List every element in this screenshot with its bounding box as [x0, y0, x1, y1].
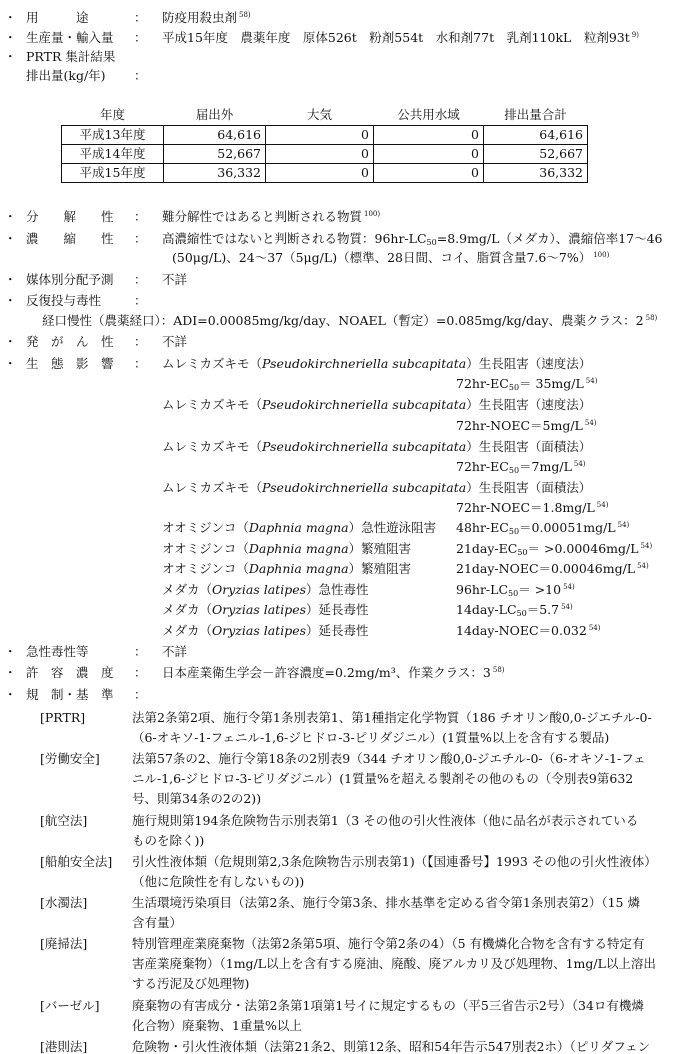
regulation-text: 法第2条第2項、施行令第1条別表第1、第1種指定化学物質（186 チオリン酸0,0-ジエチル-0- [132, 710, 652, 725]
label-kyusei: 急性毒性等 [26, 644, 89, 659]
table-cell: 平成13年度 [62, 126, 164, 145]
table-row [62, 145, 588, 164]
table-row [62, 126, 588, 145]
label-prtr: PRTR 集計結果 [26, 49, 116, 64]
eco-organism: メダカ（Oryzias latipes）急性毒性 [162, 582, 369, 597]
value-kyusei: 不詳 [162, 644, 188, 659]
eco-organism: ムレミカズキモ（Pseudokirchneriella subcapitata）生長阻害（速度法） [162, 356, 592, 371]
value-noshuku-line1: 高濃縮性ではないと判断される物質：$96hr-LC_{50}=8.9mg/L$（メダカ）、濃縮倍率17～46 [162, 231, 663, 247]
table-cell: 平成14年度 [62, 145, 164, 164]
colon: ： [134, 10, 147, 25]
table-cell: 52,667 [484, 145, 588, 164]
prtr-table [61, 106, 588, 183]
table-cell: 0 [374, 164, 484, 183]
regulation-text: 特別管理産業廃棄物（法第2条第5項、施行令第2条の4）（5 有機燐化合物を含有する特定有 [132, 936, 645, 951]
table-header-row [62, 106, 588, 126]
eco-organism: オオミジンコ（Daphnia magna）繁殖阻害 [162, 541, 412, 556]
label-noshuku: 濃 縮 性 [26, 231, 114, 246]
bullet: ・ [4, 687, 17, 702]
regulation-text: 含有量） [132, 915, 183, 930]
eco-result: $72hr-EC_{50}=7mg/L$ $^{54)}$ [456, 459, 586, 475]
eco-result: $96hr-LC_{50}= >10$ $^{54)}$ [456, 582, 575, 598]
table-cell: 64,616 [484, 126, 588, 145]
value-yoto: 防疫用殺虫剤 $^{58)}$ [162, 10, 251, 25]
eco-organism: ムレミカズキモ（Pseudokirchneriella subcapitata）生長阻害（速度法） [162, 397, 592, 412]
colon: ： [134, 209, 147, 224]
value-bunkai: 難分解性ではあると判断される物質 $^{100)}$ [162, 209, 381, 224]
table-cell: 64,616 [164, 126, 266, 145]
regulation-text: 号、則第34条の2の2)) [132, 791, 262, 806]
colon: ： [134, 293, 147, 308]
label-prtr-unit: 排出量(kg/年) [26, 68, 106, 83]
regulation-text: 危険物・引火性液体類（法第21条2、則第12条、昭和54年告示547別表2ホ）（ピリダフェン [132, 1039, 651, 1054]
regulation-text: （他に危険性を有しないもの)) [132, 874, 305, 889]
bullet: ・ [4, 272, 17, 287]
colon: ： [134, 30, 147, 45]
column-header: 公共用水域 [397, 107, 460, 123]
table-cell: 36,332 [484, 164, 588, 183]
bullet: ・ [4, 231, 17, 246]
colon: ： [134, 665, 147, 680]
regulation-text: 生活環境汚染項目（法第2条、施行令第3条、排水基準を定める省令第1条別表第2）（15 燐 [132, 895, 640, 910]
regulation-text: 施行規則第194条危険物告示別表第1（3 その他の引火性液体（他に品名が表示されている [132, 813, 639, 828]
colon: ： [134, 272, 147, 287]
regulation-tag: [バーゼル] [40, 998, 100, 1013]
bullet: ・ [4, 356, 17, 371]
eco-organism: メダカ（Oryzias latipes）延長毒性 [162, 623, 369, 638]
eco-result: 21day-NOEC＝0.00046mg/L $^{54)}$ [456, 561, 649, 576]
value-kyoyo: 日本産業衛生学会－許容濃度=0.2mg/m³、作業クラス：3 $^{58)}$ [162, 665, 505, 680]
table-cell: 0 [374, 145, 484, 164]
regulation-text: ものを除く)) [132, 833, 205, 848]
colon: ： [134, 644, 147, 659]
eco-organism: メダカ（Oryzias latipes）延長毒性 [162, 602, 369, 617]
regulation-text: 法第57条の2、施行令第18条の2別表9（344 チオリン酸0,0-ジエチル-0-（6-オキソ-1-フェ [132, 751, 646, 766]
eco-organism: オオミジンコ（Daphnia magna）繁殖阻害 [162, 561, 412, 576]
table-cell: 36,332 [164, 164, 266, 183]
bullet: ・ [4, 644, 17, 659]
bullet: ・ [4, 30, 17, 45]
regulation-tag: [PRTR] [40, 710, 86, 725]
regulation-tag: [廃掃法] [40, 936, 88, 951]
value-hanpuku: 経口慢性（農薬経口）：ADI=0.00085mg/kg/day、NOAEL（暫定）=0.085mg/kg/day、農薬クラス：2 $^{58)}$ [42, 313, 658, 328]
label-kisei: 規 制・基 準 [26, 687, 114, 702]
regulation-text: 害産業廃棄物）（1mg/L以上を含有する廃油、廃酸、廃アルカリ及び処理物、1mg/L以上溶出 [132, 956, 656, 971]
column-header: 大気 [306, 107, 332, 123]
column-header: 年度 [99, 107, 125, 123]
regulation-tag: [航空法] [40, 813, 88, 828]
colon: ： [134, 68, 147, 83]
colon: ： [134, 356, 147, 371]
label-hanpuku: 反復投与毒性 [26, 293, 102, 308]
eco-result: $72hr-EC_{50}= 35mg/L$ $^{54)}$ [456, 376, 598, 392]
regulation-text: （6-オキソ-1-フェニル-1,6-ジヒドロ-3-ピリダジニル）(1質量%以上を含有する製品) [132, 730, 610, 745]
regulation-tag: [船舶安全法] [40, 854, 113, 869]
eco-result: 14day-NOEC＝0.032 $^{54)}$ [456, 623, 601, 638]
column-header: 排出量合計 [504, 107, 567, 123]
regulation-text: ニル-1,6-ジヒドロ-3-ピリダジニル）(1質量%を超える製剤その他のもの（令別表9第632 [132, 771, 634, 786]
colon: ： [134, 334, 147, 349]
bullet: ・ [4, 209, 17, 224]
column-header: 届出外 [195, 107, 234, 123]
colon: ： [134, 687, 147, 702]
eco-result: $21day-EC_{50}= >0.00046mg/L$ $^{54)}$ [456, 541, 653, 557]
value-seisan: 平成15年度 農薬年度 原体526t 粉剤554t 水和剤77t 乳剤110kL 粒剤93t $^{9)}$ [162, 30, 639, 45]
regulation-tag: [港則法] [40, 1039, 88, 1054]
regulation-tag: [労働安全] [40, 751, 100, 766]
value-noshuku-line2: (50μg/L)、24～37（5μg/L)（標準、28日間、コイ、脂質含量7.6～7%） $^{100)}$ [172, 250, 610, 265]
bullet: ・ [4, 10, 17, 25]
label-bunkai: 分 解 性 [26, 209, 114, 224]
table-cell: 52,667 [164, 145, 266, 164]
bullet: ・ [4, 293, 17, 308]
regulation-text: 廃棄物の有害成分・法第2条第1項第1号イに規定するもの（平5三省告示2号）（34ロ有機燐 [132, 998, 644, 1013]
eco-organism: ムレミカズキモ（Pseudokirchneriella subcapitata）生長阻害（面積法） [162, 439, 592, 454]
eco-organism: ムレミカズキモ（Pseudokirchneriella subcapitata）生長阻害（面積法） [162, 480, 592, 495]
eco-result: 72hr-NOEC＝5mg/L $^{54)}$ [456, 418, 597, 433]
table-cell: 0 [266, 164, 374, 183]
label-seisan: 生産量・輸入量 [26, 30, 114, 45]
eco-result: $14day-LC_{50}=5.7$ $^{54)}$ [456, 602, 573, 618]
label-kyoyo: 許 容 濃 度 [26, 665, 114, 680]
value-baitai: 不詳 [162, 272, 188, 287]
label-hatsugan: 発 が ん 性 [26, 334, 114, 349]
table-cell: 0 [266, 145, 374, 164]
table-row [62, 164, 588, 183]
regulation-text: する汚泥及び処理物) [132, 976, 250, 991]
table-cell: 平成15年度 [62, 164, 164, 183]
label-baitai: 媒体別分配予測 [26, 272, 114, 287]
label-seitai: 生 態 影 響 [26, 356, 114, 371]
regulation-tag: [水濁法] [40, 895, 88, 910]
eco-result: 72hr-NOEC＝1.8mg/L $^{54)}$ [456, 500, 609, 515]
value-hatsugan: 不詳 [162, 334, 188, 349]
bullet: ・ [4, 665, 17, 680]
table-cell: 0 [374, 126, 484, 145]
table-cell: 0 [266, 126, 374, 145]
regulation-text: 引火性液体類（危規則第2,3条危険物告示別表第1)（【国連番号】1993 その他の引火性液体） [132, 854, 657, 869]
regulation-text: 化合物）廃棄物、1重量%以上 [132, 1018, 302, 1033]
colon: ： [134, 231, 147, 246]
label-yoto: 用 途 [26, 10, 89, 25]
bullet: ・ [4, 334, 17, 349]
eco-result: $48hr-EC_{50}=0.00051mg/L$ $^{54)}$ [456, 520, 630, 536]
bullet: ・ [4, 49, 17, 64]
eco-organism: オオミジンコ（Daphnia magna）急性遊泳阻害 [162, 520, 437, 535]
